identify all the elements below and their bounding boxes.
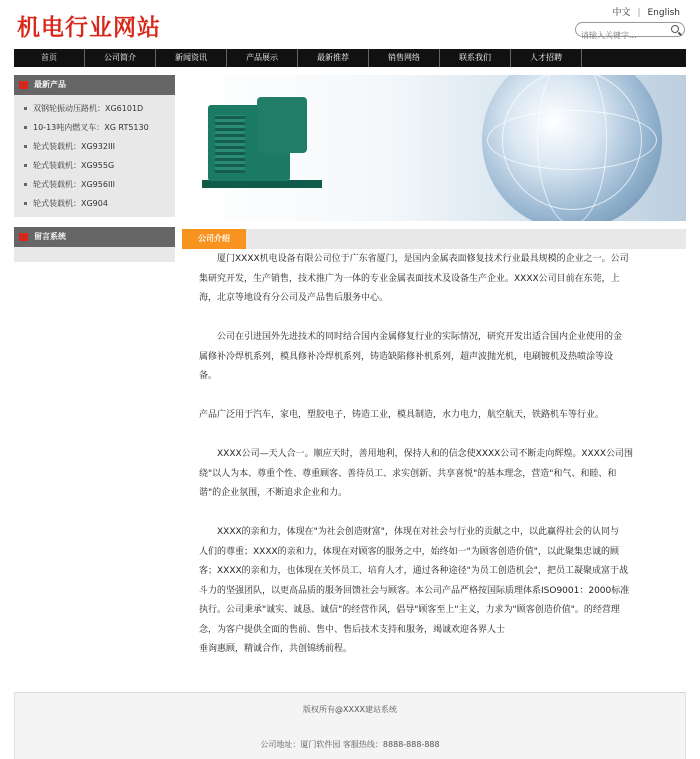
- bullet-icon: [24, 126, 27, 129]
- search-input[interactable]: [581, 29, 671, 42]
- intro-paragraph: XXXX公司—天人合一。顺应天时，善用地利，保持人和的信念使XXXX公司不断走向辉煌。XXXX公司围 绕"以人为本、尊重个性、尊重顾客、善待员工、求实创新、共享喜悦"的基本理念，营造"和气、和睦、和 谐"的企业氛围，不断追求企业和力。: [199, 449, 633, 498]
- message-system-title[interactable]: 留言系统: [34, 232, 66, 241]
- nav-item-contact[interactable]: 联系我们: [440, 49, 511, 67]
- message-system-header[interactable]: [14, 227, 175, 247]
- latest-products-title: 最新产品: [34, 80, 66, 89]
- intro-paragraph: XXXX的亲和力，体现在"为社会创造财富"，体现在对社会与行业的贡献之中，以此赢得社会的认同与 人们的尊重；XXXX的亲和力，体现在对顾客的服务之中，始终如一"为顾客创造价值"，以此聚集忠诚的顾 客；XXXX的亲和力，也体现在关怀员工、培育人才，通过各种途径"为员工创造机会"，把员工凝聚成富于战 斗力的坚强团队，以更高品质的服务回馈社会与顾客。本公司产品严格按国际质理体系ISO9001：2000标准 执行。公司秉承"诚实、诚恳、诚信"的经营作风，倡导"顾客至上"主义，力求为"顾客创造价值"。的经营理 念，为客户提供全面的售前、售中、售后技术支持和服务，竭诚欢迎各界人士 垂询惠顾，精诚合作，共创锦绣前程。: [199, 527, 630, 654]
- footer-address: 公司地址：厦门软件园 客服热线：8888-888-888: [260, 740, 440, 749]
- latest-products-header: [14, 75, 175, 95]
- bullet-icon: [24, 107, 27, 110]
- sidebar: [14, 75, 175, 262]
- generator-grill: [215, 115, 245, 173]
- footer-copyright: 版权所有@XXXX建站系统: [303, 705, 397, 714]
- product-list-item[interactable]: [14, 118, 175, 137]
- nav-item-home[interactable]: 首页: [14, 49, 85, 67]
- product-list-item[interactable]: [14, 99, 175, 118]
- product-list-item[interactable]: [14, 175, 175, 194]
- company-intro-content: [199, 250, 669, 660]
- product-link[interactable]: 轮式装载机：XG955G: [33, 161, 115, 170]
- product-link[interactable]: 双钢轮振动压路机：XG6101D: [33, 104, 144, 113]
- nav-item-products[interactable]: 产品展示: [227, 49, 298, 67]
- product-list-item[interactable]: [14, 137, 175, 156]
- nav-item-news[interactable]: 新闻资讯: [156, 49, 227, 67]
- bullet-icon: [24, 183, 27, 186]
- product-list-item[interactable]: [14, 156, 175, 175]
- search-box: [575, 22, 685, 37]
- header-marker-icon: [19, 233, 28, 241]
- product-link[interactable]: 轮式装载机：XG904: [33, 199, 108, 208]
- product-list-item[interactable]: [14, 194, 175, 213]
- language-switcher: [612, 5, 680, 18]
- product-link[interactable]: 10-13吨内燃叉车：XG RT5130: [33, 123, 149, 132]
- lang-separator: |: [637, 8, 641, 18]
- intro-paragraph: 厦门XXXX机电设备有限公司位于广东省厦门，是国内金属表面修复技术行业最具规模的企业之一。公司 集研究开发，生产销售，技术推广为一体的专业金属表面技术及设备生产企业。XXXX公司目前在东莞，上 海，北京等地设有分公司及产品售后服务中心。: [199, 254, 629, 303]
- header-marker-icon: [19, 81, 28, 89]
- banner-image: [182, 75, 686, 221]
- section-header: [182, 229, 686, 249]
- message-block: [14, 227, 175, 262]
- globe-image: [482, 75, 662, 221]
- site-logo[interactable]: 机电行业网站: [17, 15, 161, 41]
- search-icon[interactable]: [671, 25, 679, 33]
- bullet-icon: [24, 202, 27, 205]
- tab-company-intro[interactable]: 公司介绍: [182, 229, 246, 249]
- message-block-body: [14, 247, 175, 262]
- nav-item-sales[interactable]: 销售网络: [369, 49, 440, 67]
- bullet-icon: [24, 164, 27, 167]
- footer: [14, 692, 686, 759]
- lang-chinese-link[interactable]: 中文: [612, 8, 631, 18]
- generator-image: [202, 180, 322, 188]
- bullet-icon: [24, 145, 27, 148]
- nav-item-jobs[interactable]: 人才招聘: [511, 49, 582, 67]
- generator-engine: [257, 97, 307, 153]
- intro-paragraph: 产品广泛用于汽车，家电，塑胶电子，铸造工业，模具制造，水力电力，航空航天，铁路机车等行业。: [199, 410, 605, 420]
- globe-grid: [487, 110, 657, 170]
- product-link[interactable]: 轮式装载机：XG956III: [33, 180, 116, 189]
- main-nav: [14, 49, 686, 67]
- nav-item-about[interactable]: 公司简介: [85, 49, 156, 67]
- product-link[interactable]: 轮式装载机：XG932III: [33, 142, 116, 151]
- intro-paragraph: 公司在引进国外先进技术的同时结合国内金属修复行业的实际情况，研究开发出适合国内企业使用的金 属修补冷焊机系列，模具修补冷焊机系列，铸造缺陷修补机系列，超声波抛光机，电刷镀机及热喷涂等设 备。: [199, 332, 623, 381]
- product-list: [14, 95, 175, 217]
- lang-english-link[interactable]: English: [647, 8, 680, 18]
- nav-item-recommend[interactable]: 最新推荐: [298, 49, 369, 67]
